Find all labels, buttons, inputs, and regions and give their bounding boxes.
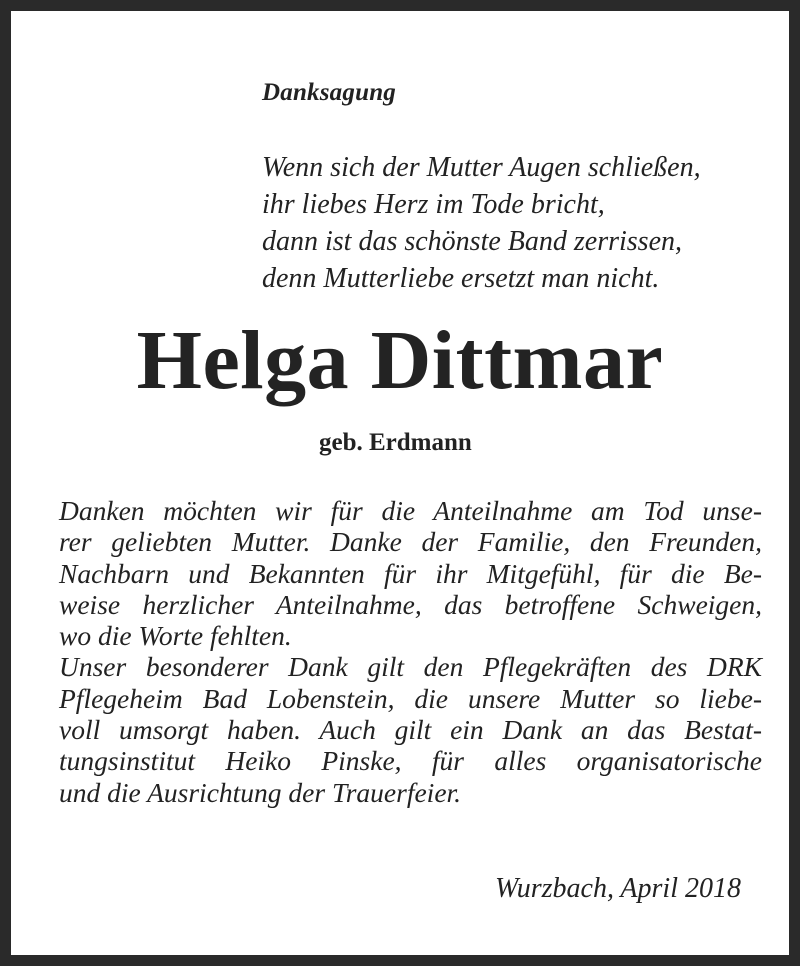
body-line: Pflegeheim Bad Lobenstein, die unsere Mutter so liebe- [59, 682, 762, 714]
body-line: voll umsorgt haben. Auch gilt ein Dank an das Bestat- [59, 714, 762, 746]
notice-heading: Danksagung [262, 79, 396, 106]
birth-name: geb. Erdmann [319, 429, 472, 456]
deceased-name: Helga Dittmar [136, 314, 664, 407]
body-line: Nachbarn und Bekannten für ihr Mitgefühl, für die Be- [59, 557, 762, 589]
body-line: rer geliebten Mutter. Danke der Familie, den Freunden, [59, 526, 762, 558]
poem [262, 149, 701, 297]
poem-line: Wenn sich der Mutter Augen schließen, [262, 152, 701, 183]
thank-you-text [59, 495, 762, 808]
place-date-signature: Wurzbach, April 2018 [494, 873, 741, 904]
poem-line: dann ist das schönste Band zerrissen, [262, 226, 682, 257]
body-line: weise herzlicher Anteilnahme, das betroffene Schweigen, [59, 588, 762, 620]
body-line: tungsinstitut Heiko Pinske, für alles organisatorische [59, 745, 762, 777]
body-line: Unser besonderer Dank gilt den Pflegekräften des DRK [59, 651, 762, 683]
body-line: und die Ausrichtung der Trauerfeier. [59, 776, 462, 808]
body-line: wo die Worte fehlten. [59, 620, 292, 652]
poem-line: denn Mutterliebe ersetzt man nicht. [262, 263, 660, 294]
body-line: Danken möchten wir für die Anteilnahme am Tod unse- [59, 495, 762, 526]
poem-line: ihr liebes Herz im Tode bricht, [262, 189, 605, 220]
